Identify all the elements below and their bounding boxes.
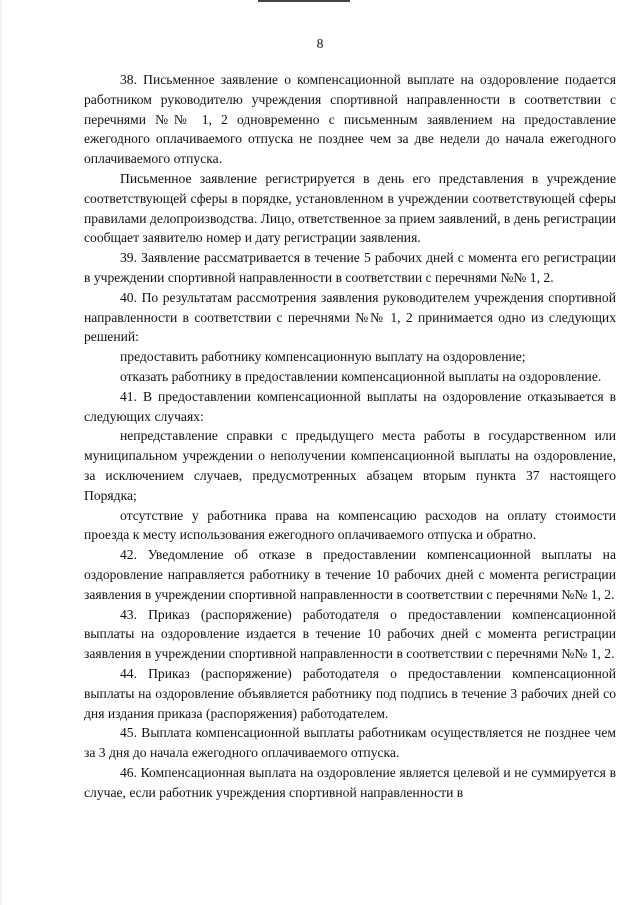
scan-edge	[0, 0, 2, 905]
paragraph-38: 38. Письменное заявление о компенсационной выплате на оздоровление подается работником руководителю учреждения спортивной направленности в соответствии с перечнями №№ 1, 2 одновременно с письменным заявлением на предоставление ежегодного оплачиваемого отпуска не позднее чем за две недели до начала ежегодного оплачиваемого отпуска.	[84, 72, 616, 167]
paragraph-registration: Письменное заявление регистрируется в день его представления в учреждение соответствующей сферы в порядке, установленном в учреждении соответствующей сферы правилами делопроизводства. Лицо, ответственное за прием заявлений, в день регистрации сообщает заявителю номер и дату регистрации заявления.	[84, 170, 616, 246]
paragraph-45: 45. Выплата компенсационной выплаты работникам осуществляется не позднее чем за 3 дня до начала ежегодного оплачиваемого отпуска.	[84, 725, 616, 761]
paragraph-46: 46. Компенсационная выплата на оздоровление является целевой и не суммируется в случае, если работник учреждения спортивной направленности в	[84, 764, 616, 800]
paragraph-39: 39. Заявление рассматривается в течение 5 рабочих дней с момента его регистрации в учреждении спортивной направленности в соответствии с перечнями №№ 1, 2.	[84, 250, 616, 285]
paragraph-decision-refuse: отказать работнику в предоставлении компенсационной выплаты на оздоровление.	[120, 368, 602, 384]
document-body	[84, 70, 616, 802]
paragraph-44: 44. Приказ (распоряжение) работодателя о предоставлении компенсационной выплаты на оздоровление объявляется работнику под подпись в течение 3 рабочих дней со дня издания приказа (распоряжения) работодателем.	[84, 665, 616, 721]
paragraph-42: 42. Уведомление об отказе в предоставлении компенсационной выплаты на оздоровление направляется работнику в течение 10 рабочих дней с момента регистрации заявления в учреждении спортивной направленности в соответствии с перечнями №№ 1, 2.	[84, 547, 616, 602]
paragraph-refusal-case-2: отсутствие у работника права на компенсацию расходов на оплату стоимости проезда к месту использования ежегодного оплачиваемого отпуска и обратно.	[84, 507, 616, 543]
paragraph-decision-grant: предоставить работнику компенсационную выплату на оздоровление;	[120, 349, 526, 365]
page-number: 8	[316, 36, 324, 51]
paragraph-refusal-case-1: непредставление справки с предыдущего места работы в государственном или муниципальном учреждении о неполучении компенсационной выплаты на оздоровление, за исключением случаев, предусмотренных абзацем вторым пункта 37 настоящего Порядка;	[84, 428, 616, 503]
paragraph-43: 43. Приказ (распоряжение) работодателя о предоставлении компенсационной выплаты на оздоровление издается в течение 10 рабочих дней с момента регистрации заявления в учреждении спортивной направленности в соответствии с перечнями №№ 1, 2.	[84, 606, 616, 662]
paragraph-41: 41. В предоставлении компенсационной выплаты на оздоровление отказывается в следующих случаях:	[84, 388, 616, 424]
paragraph-40: 40. По результатам рассмотрения заявления руководителем учреждения спортивной направленности в соответствии с перечнями №№ 1, 2 принимается одно из следующих решений:	[84, 289, 616, 345]
top-rule	[258, 0, 350, 2]
